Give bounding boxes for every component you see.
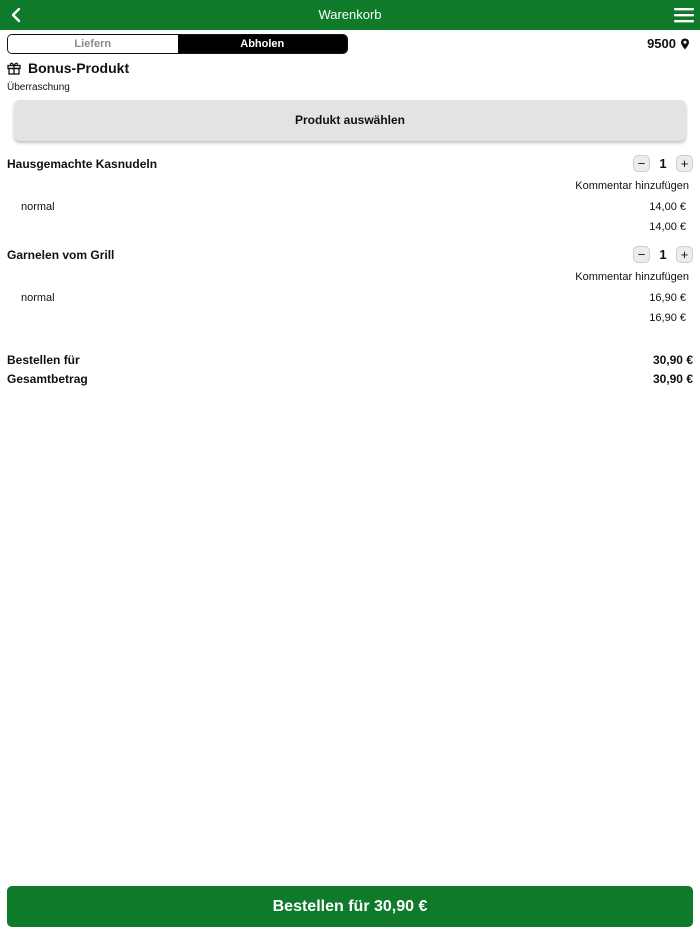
item-total: 14,00 € xyxy=(649,221,686,233)
total-label: Gesamtbetrag xyxy=(7,372,88,386)
item-name: Garnelen vom Grill xyxy=(7,248,115,262)
gift-icon xyxy=(7,61,21,75)
place-order-button[interactable]: Bestellen für 30,90 € xyxy=(7,886,693,927)
pickup-option[interactable]: Abholen xyxy=(178,35,348,53)
total-value: 30,90 € xyxy=(652,372,693,386)
delivery-mode-toggle xyxy=(7,34,348,54)
increase-quantity-button[interactable]: + xyxy=(676,246,693,263)
item-variant: normal xyxy=(21,292,55,304)
order-for-value: 30,90 € xyxy=(652,353,693,367)
hamburger-menu-icon[interactable] xyxy=(674,6,694,24)
add-comment-link[interactable]: Kommentar hinzufügen xyxy=(575,271,689,283)
item-variant: normal xyxy=(21,201,55,213)
decrease-quantity-button[interactable]: − xyxy=(633,155,650,172)
increase-quantity-button[interactable]: + xyxy=(676,155,693,172)
quantity-stepper xyxy=(633,246,693,263)
location-selector[interactable] xyxy=(647,36,690,51)
variant-price: 14,00 € xyxy=(649,201,686,213)
bonus-title: Bonus-Produkt xyxy=(28,60,130,76)
deliver-option[interactable]: Liefern xyxy=(8,35,178,53)
zip-code: 9500 xyxy=(647,36,676,51)
location-pin-icon xyxy=(680,38,690,50)
item-quantity: 1 xyxy=(659,156,667,171)
add-comment-link[interactable]: Kommentar hinzufügen xyxy=(575,180,689,192)
select-product-button[interactable]: Produkt auswählen xyxy=(14,100,686,141)
decrease-quantity-button[interactable]: − xyxy=(633,246,650,263)
item-total: 16,90 € xyxy=(649,312,686,324)
app-header xyxy=(0,0,700,30)
quantity-stepper xyxy=(633,155,693,172)
bonus-subtitle: Überraschung xyxy=(7,82,70,93)
item-quantity: 1 xyxy=(659,247,667,262)
bonus-section xyxy=(7,60,129,93)
page-title: Warenkorb xyxy=(318,7,382,22)
item-name: Hausgemachte Kasnudeln xyxy=(7,157,158,171)
variant-price: 16,90 € xyxy=(649,292,686,304)
order-for-label: Bestellen für xyxy=(7,353,80,367)
